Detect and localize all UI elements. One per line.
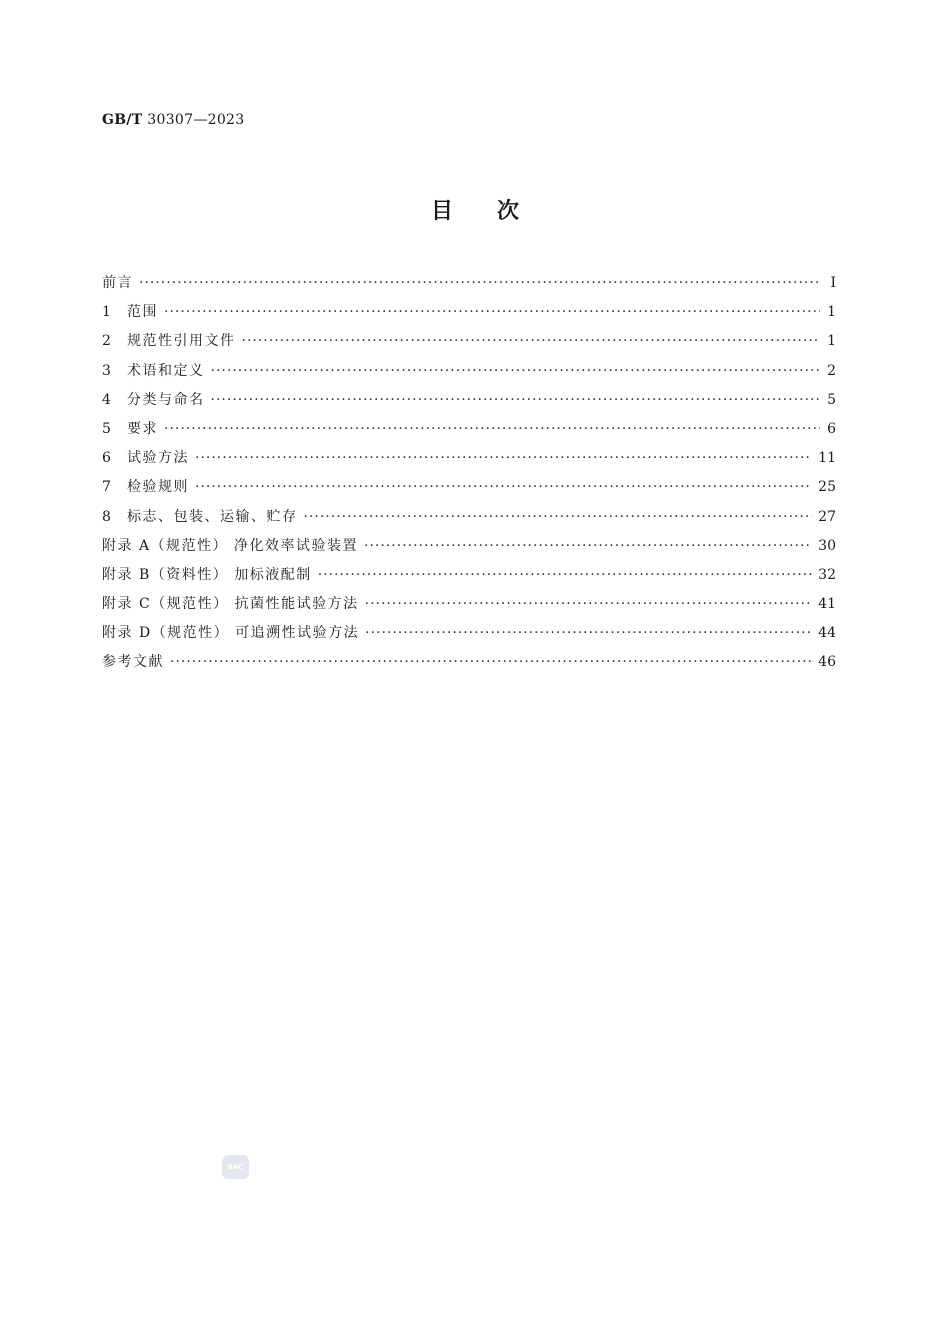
toc-entry-1[interactable]: [102, 301, 836, 330]
toc-entry-page: 1: [827, 304, 836, 321]
toc-entry-label: 标志、包装、运输、贮存: [127, 508, 298, 525]
toc-leader-dots: [211, 363, 821, 379]
toc-entry-number: 4: [102, 391, 111, 408]
toc-entry-label: 参考文献: [102, 654, 164, 671]
standard-number: 30307—2023: [147, 112, 245, 128]
toc-entry-2[interactable]: [102, 330, 836, 359]
toc-entry-label: 范围: [127, 304, 158, 321]
toc-entry-number: 1: [102, 304, 111, 321]
toc-entry-label: 试验方法: [127, 450, 189, 467]
toc-entry-number: 8: [102, 508, 111, 525]
toc-leader-dots: [242, 333, 821, 349]
toc-entry-7[interactable]: [102, 476, 836, 505]
toc-entry-number: 5: [102, 420, 111, 437]
toc-entry-number: 3: [102, 362, 111, 379]
toc-entry-references[interactable]: [102, 651, 836, 680]
toc-leader-dots: [304, 509, 813, 525]
toc-entry-4[interactable]: [102, 389, 836, 418]
toc-entry-page: 44: [818, 625, 836, 642]
toc-entry-8[interactable]: [102, 506, 836, 535]
toc-entry-page: 5: [827, 391, 836, 408]
toc-entry-page: 25: [818, 479, 836, 496]
table-of-contents: [102, 272, 836, 681]
toc-entry-number: 2: [102, 333, 111, 350]
toc-entry-label: 分类与命名: [127, 391, 205, 408]
toc-leader-dots: [170, 654, 812, 670]
toc-entry-page: 11: [818, 450, 836, 467]
toc-entry-label: 附录 D（规范性） 可追溯性试验方法: [102, 625, 360, 642]
toc-entry-label: 附录 B（资料性） 加标液配制: [102, 566, 312, 583]
toc-leader-dots: [139, 275, 820, 291]
toc-entry-appendix-d[interactable]: [102, 622, 836, 651]
standard-prefix: GB/T: [102, 112, 143, 128]
toc-entry-number: 7: [102, 479, 111, 496]
toc-entry-appendix-a[interactable]: [102, 535, 836, 564]
toc-entry-page: 32: [818, 566, 836, 583]
toc-leader-dots: [195, 450, 812, 466]
toc-entry-6[interactable]: [102, 447, 836, 476]
toc-entry-number: 6: [102, 450, 111, 467]
toc-entry-label: 检验规则: [127, 479, 189, 496]
toc-leader-dots: [195, 479, 812, 495]
toc-entry-page: 2: [827, 362, 836, 379]
toc-leader-dots: [365, 625, 812, 641]
toc-entry-label: 术语和定义: [127, 362, 205, 379]
toc-entry-page: 30: [818, 537, 836, 554]
toc-entry-page: Ⅰ: [830, 275, 836, 291]
page-title: 目次: [430, 199, 563, 224]
toc-entry-label: 前言: [102, 275, 133, 291]
sac-logo-icon: SAC: [222, 1155, 249, 1179]
toc-entry-page: 1: [827, 333, 836, 350]
toc-leader-dots: [365, 596, 813, 612]
toc-entry-appendix-b[interactable]: [102, 564, 836, 593]
toc-entry-foreword[interactable]: [102, 272, 836, 301]
toc-leader-dots: [318, 567, 812, 583]
toc-entry-label: 要求: [127, 420, 158, 437]
toc-entry-page: 41: [818, 596, 836, 613]
toc-entry-5[interactable]: [102, 418, 836, 447]
toc-entry-page: 27: [818, 508, 836, 525]
toc-entry-label: 附录 A（规范性） 净化效率试验装置: [102, 537, 359, 554]
standard-code: [102, 112, 244, 128]
toc-leader-dots: [164, 421, 820, 437]
toc-entry-page: 46: [818, 654, 836, 671]
toc-leader-dots: [164, 304, 820, 320]
toc-entry-label: 规范性引用文件: [127, 333, 236, 350]
toc-entry-appendix-c[interactable]: [102, 593, 836, 622]
toc-entry-3[interactable]: [102, 360, 836, 389]
toc-leader-dots: [211, 392, 821, 408]
toc-leader-dots: [364, 538, 812, 554]
toc-entry-label: 附录 C（规范性） 抗菌性能试验方法: [102, 596, 359, 613]
toc-entry-page: 6: [827, 420, 836, 437]
